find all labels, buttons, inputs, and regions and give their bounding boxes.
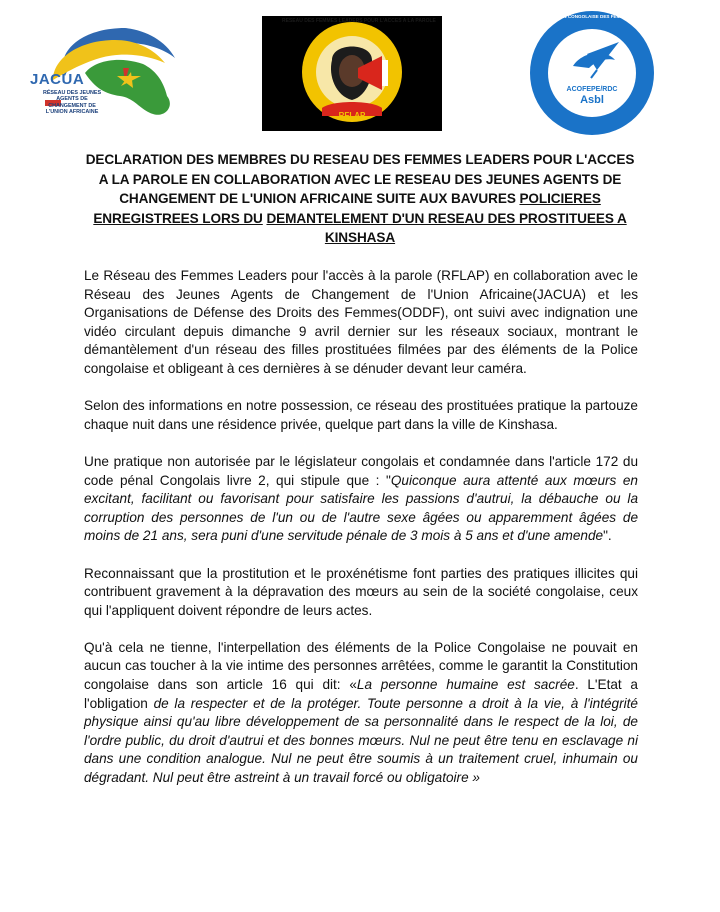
jacua-logo: [25, 18, 185, 130]
paragraph-intro: Le Réseau des Femmes Leaders pour l'accès à la parole (RFLAP) en collaboration avec le Réseau des Jeunes Agents de Changement de l'Union Africaine(JACUA) et les Organisations de Défense des Droits des Femmes(ODDF), ont suivi avec indignation une vidéo circulant depuis dimanche 9 avril dernier sur les réseaux sociaux, montrant le démantèlement d'un réseau des filles prostituées filmées par des éléments de la Police congolaise et obligeant à ces dernières à se dénuder devant leur caméra.: [84, 268, 638, 376]
jacua-subtitle-line: AGENTS DE: [56, 96, 88, 103]
jacua-subtitle-line: L'UNION AFRICAINE: [45, 109, 99, 116]
logo-header: [0, 0, 720, 140]
title-line: ENREGISTREES LORS DU DEMANTELEMENT D'UN RESEAU DES PROSTITUEES A: [93, 210, 627, 226]
rflap-ring-text: RESEAU DES FEMMES LEADERS POUR L'ACCES A LA PAROLE: [282, 18, 436, 24]
title-line: CHANGEMENT DE L'UNION AFRICAINE SUITE AUX BAVURES POLICIERES: [119, 191, 601, 206]
declaration-body: [84, 267, 638, 806]
rflap-acronym: RFLAP: [338, 111, 366, 120]
paragraph-prostitution: Reconnaissant que la prostitution et le proxénétisme font parties des pratiques illicites qui contribuent gravement à la dépravation des mœurs au sein de la société congolaise, ceux qui l'appliquent doivent répondre de leurs actes.: [84, 565, 638, 618]
acofepe-logo: [527, 8, 720, 138]
acofepe-asbl: Asbl: [580, 94, 604, 106]
jacua-name: JACUA: [30, 71, 85, 88]
title-line: A LA PAROLE EN COLLABORATION AVEC LE RESEAU DES JEUNES AGENTS DE: [98, 171, 622, 187]
acofepe-ring-text: ASSOCIATION CONGOLAISE DES FEMMES JOURNALISTES DE LA PRESSE ECRITE: [535, 14, 720, 19]
jacua-subtitle: [37, 90, 107, 116]
declaration-title: [70, 150, 650, 248]
title-line: KINSHASA: [324, 230, 396, 245]
paragraph-penal-code: Une pratique non autorisée par le législateur congolais et condamnée dans l'article 172 du code pénal Congolais livre 2, qui stipule que : "Quiconque aura attenté aux mœurs en excitant, facilitant ou favorisant pour satisfaire les passions d'autrui, la débauche ou la corruption des personnes de l'un ou de l'autre sexe âgées ou apparemment âgées de moins de 21 ans, sera puni d'une servitude pénale de 3 mois à 5 ans et d'une amende".: [84, 453, 638, 544]
paragraph-network-info: Selon des informations en notre possession, ce réseau des prostituées pratique la partouze chaque nuit dans une résidence privée, quelque part dans la ville de Kinshasa.: [84, 398, 638, 432]
title-line: DECLARATION DES MEMBRES DU RESEAU DES FEMMES LEADERS POUR L'ACCES: [85, 152, 635, 167]
paragraph-constitution: Qu'à cela ne tienne, l'interpellation des éléments de la Police Congolaise ne pouvait en aucun cas toucher à la vie intime des personnes arrêtées, comme le garantit la Constitution congolaise dans son article 16 qui dit: «La personne humaine est sacrée. L'Etat a l'obligation de la respecter et de la protéger. Toute personne a droit à la vie, à l'intégrité physique ainsi qu'au libre développement de sa personnalité dans le respect de la loi, de l'ordre public, du droit d'autrui et des bonnes mœurs. Nul ne peut être tenu en esclavage ni dans une condition analogue. Nul ne peut être soumis à un traitement cruel, inhumain ou dégradant. Nul peut être astreint à un travail forcé ou obligatoire »: [84, 639, 638, 786]
acofepe-acronym: ACOFEPE/RDC: [566, 86, 618, 93]
acofepe-seal-icon: [527, 8, 720, 138]
jacua-subtitle-line: RÉSEAU DES JEUNES: [42, 90, 102, 96]
rflap-logo: [262, 16, 442, 131]
jacua-subtitle-line: CHANGEMENT DE: [48, 102, 96, 109]
